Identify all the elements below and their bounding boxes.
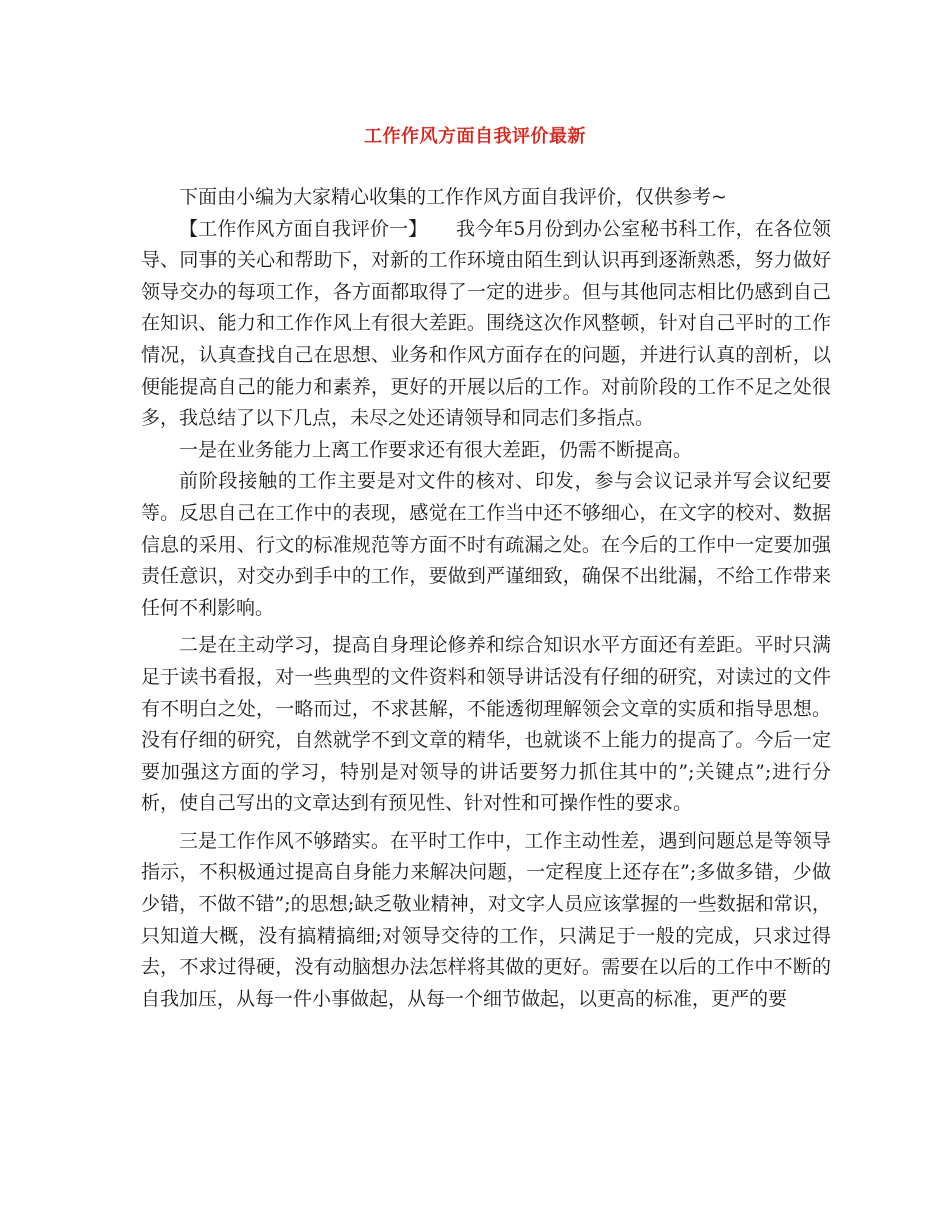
document-body: [141, 182, 831, 1015]
paragraph-point-one-heading: 一是在业务能力上离工作要求还有很大差距，仍需不断提高。: [179, 438, 693, 461]
paragraph-section-one: 【工作作风方面自我评价一】 我今年5月份到办公室秘书科工作，在各位领导、同事的关心和帮助下，对新的工作环境由陌生到认识再到逐渐熟悉，努力做好领导交办的每项工作，各方面都取得了一定的进步。但与其他同志相比仍感到自己在知识、能力和工作作风上有很大差距。围绕这次作风整顿，针对自己平时的工作情况，认真查找自己在思想、业务和作风方面存在的问题，并进行认真的剖析，以便能提高自己的能力和素养，更好的开展以后的工作。对前阶段的工作不足之处很多，我总结了以下几点，未尽之处还请领导和同志们多指点。: [141, 217, 831, 430]
paragraph-point-one-detail: 前阶段接触的工作主要是对文件的核对、印发，参与会议记录并写会议纪要等。反思自己在工作中的表现，感觉在工作当中还不够细心，在文字的校对、数据信息的采用、行文的标准规范等方面不时有疏漏之处。在今后的工作中一定要加强责任意识，对交办到手中的工作，要做到严谨细致，确保不出纰漏，不给工作带来任何不利影响。: [141, 470, 831, 619]
paragraph-point-two: 二是在主动学习，提高自身理论修养和综合知识水平方面还有差距。平时只满足于读书看报，对一些典型的文件资料和领导讲话没有仔细的研究，对读过的文件有不明白之处，一略而过，不求甚解，不能透彻理解领会文章的实质和指导思想。没有仔细的研究，自然就学不到文章的精华，也就谈不上能力的提高了。今后一定要加强这方面的学习，特别是对领导的讲话要努力抓住其中的”;关键点”;进行分析，使自己写出的文章达到有预见性、针对性和可操作性的要求。: [141, 634, 831, 815]
intro-paragraph: 下面由小编为大家精心收集的工作作风方面自我评价，仅供参考~: [179, 186, 727, 208]
document-title: 工作作风方面自我评价最新: [364, 126, 586, 147]
paragraph-point-three: 三是工作作风不够踏实。在平时工作中，工作主动性差，遇到问题总是等领导指示，不积极通过提高自身能力来解决问题，一定程度上还存在”;多做多错，少做少错，不做不错”;的思想;缺乏敬业精神，对文字人员应该掌握的一些数据和常识，只知道大概，没有搞精搞细;对领导交待的工作，只满足于一般的完成，只求过得去，不求过得硬，没有动脑想办法怎样将其做的更好。需要在以后的工作中不断的自我加压，从每一件小事做起，从每一个细节做起，以更高的标准，更严的要: [141, 829, 831, 1010]
